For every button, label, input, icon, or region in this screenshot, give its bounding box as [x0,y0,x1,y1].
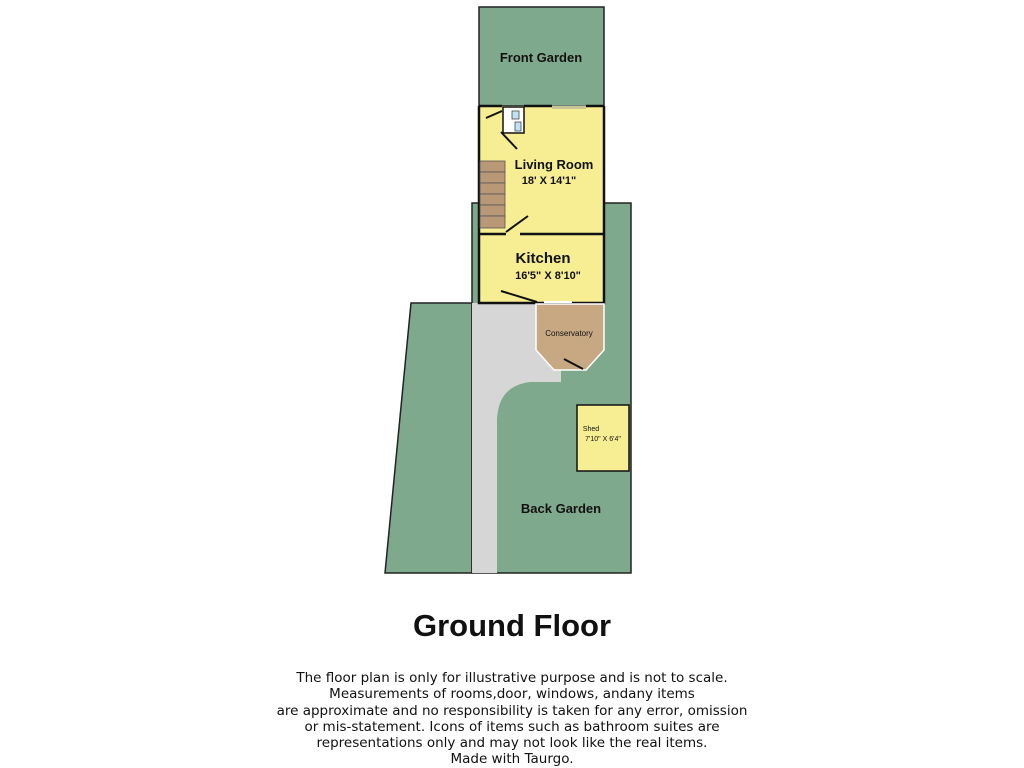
left-garden-strip [385,303,472,573]
disclaimer-text [0,670,1024,768]
conservatory-label: Conservatory [545,329,593,338]
front-garden-label: Front Garden [499,50,583,65]
disclaimer-line: Measurements of rooms,door, windows, andany items [329,686,695,703]
kitchen-area [479,234,604,303]
shed-label: Shed [582,426,600,433]
disclaimer-line: are approximate and no responsibility is taken for any error, omission [276,702,748,719]
disclaimer-line: The floor plan is only for illustrative purpose and is not to scale. [296,670,728,686]
stairs-icon [480,161,505,228]
kitchen-size: 16'5" X 8'10" [515,270,581,282]
disclaimer-line: Made with Taurgo. [450,751,574,768]
basin-icon [515,122,521,131]
kitchen-label: Kitchen [515,250,571,267]
back-garden-label: Back Garden [520,501,602,516]
living-room-label: Living Room [514,157,594,172]
disclaimer-line: representations only and may not look like the real items. [316,735,708,752]
floor-title: Ground Floor [412,608,612,643]
toilet-icon [512,111,519,119]
living-room-size: 18' X 14'1" [521,175,577,187]
disclaimer-line: or mis-statement. Icons of items such as bathroom suites are [304,718,720,735]
shed-size: 7'10" X 6'4" [585,436,621,443]
